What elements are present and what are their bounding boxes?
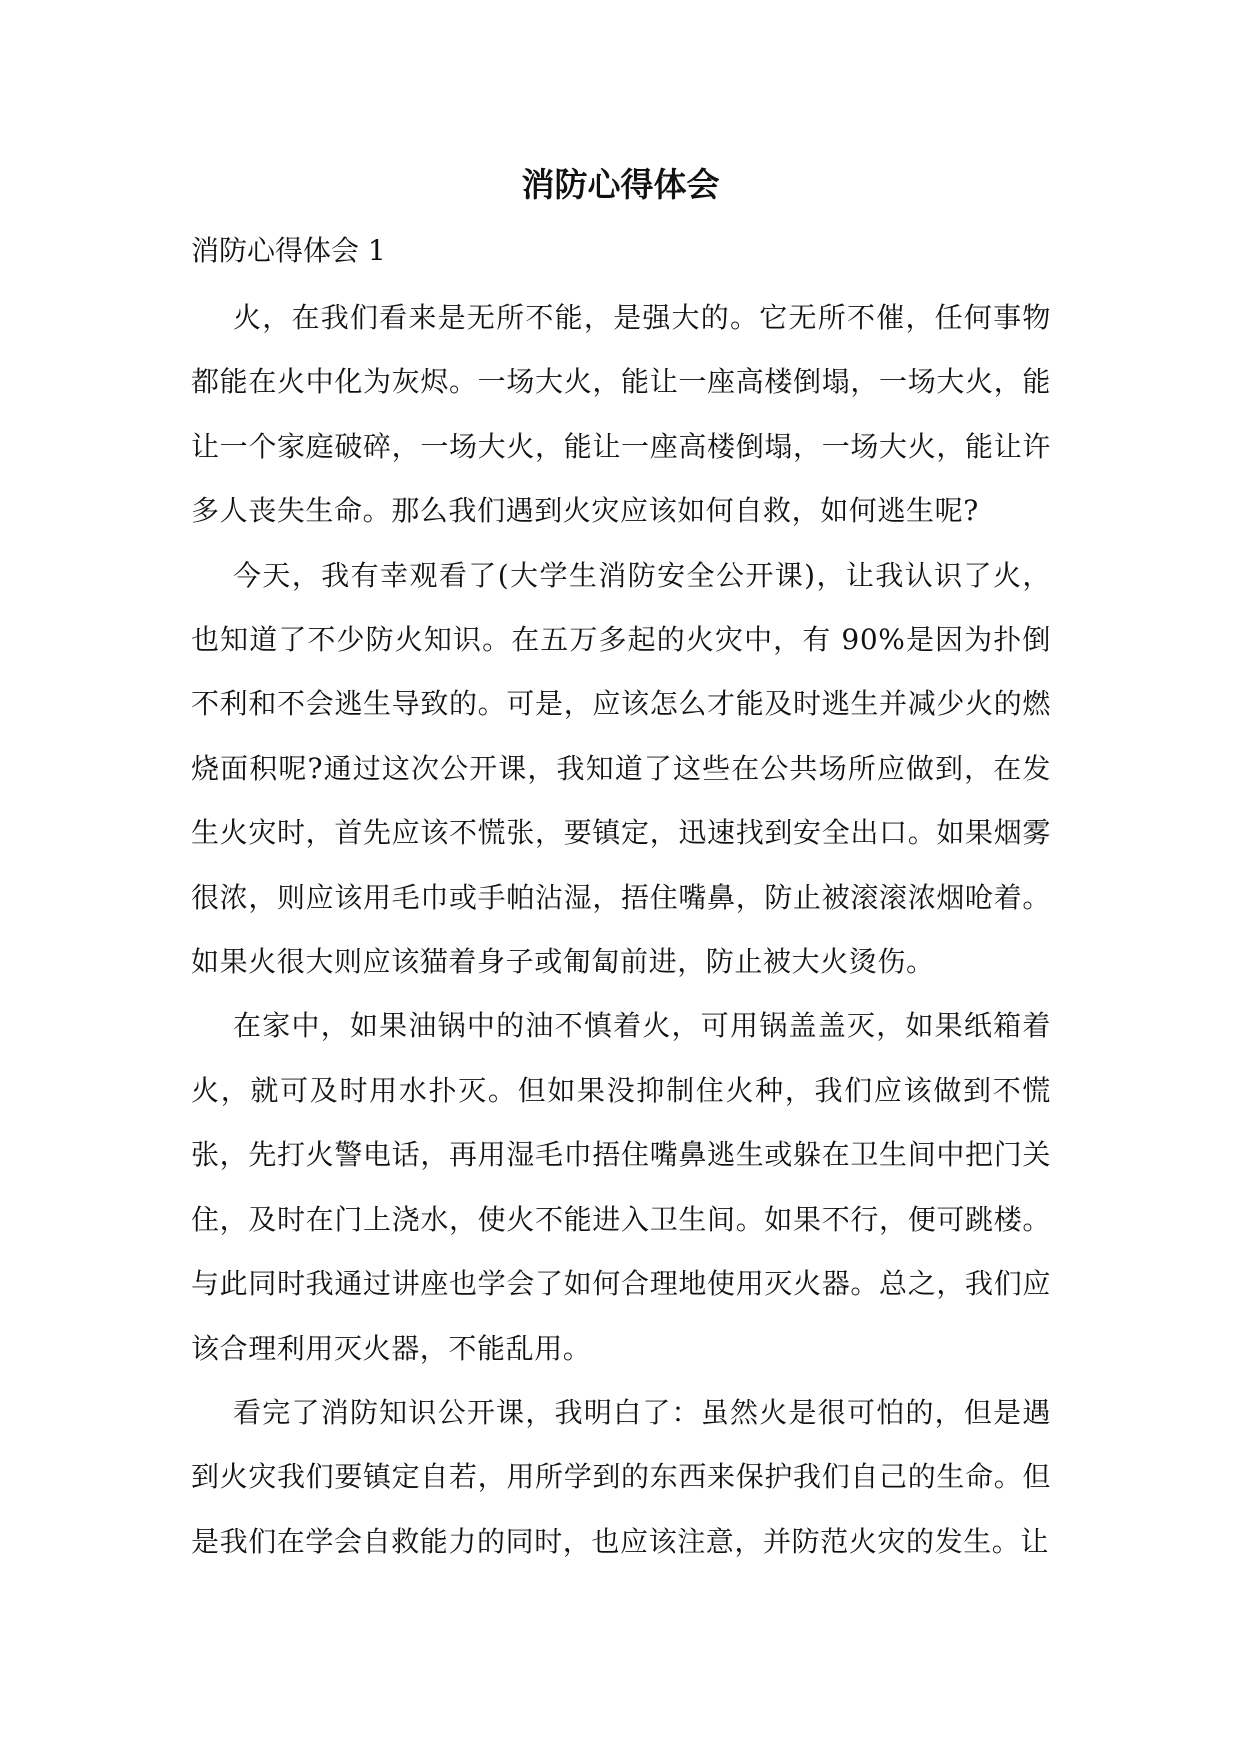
paragraph: 今天，我有幸观看了(大学生消防安全公开课)，让我认识了火，也知道了不少防火知识。在五万多起的火灾中，有 90%是因为扑倒不利和不会逃生导致的。可是，应该怎么才能及时逃生并减少火的燃烧面积呢?通过这次公开课，我知道了这些在公共场所应做到，在发生火灾时，首先应该不慌张，要镇定，迅速找到安全出口。如果烟雾很浓，则应该用毛巾或手帕沾湿，捂住嘴鼻，防止被滚滚浓烟呛着。如果火很大则应该猫着身子或匍匐前进，防止被大火烫伤。 (191, 558, 1051, 979)
paragraph: 在家中，如果油锅中的油不慎着火，可用锅盖盖灭，如果纸箱着火，就可及时用水扑灭。但如果没抑制住火种，我们应该做到不慌张，先打火警电话，再用湿毛巾捂住嘴鼻逃生或躲在卫生间中把门关住，及时在门上浇水，使火不能进入卫生间。如果不行，便可跳楼。与此同时我通过讲座也学会了如何合理地使用灭火器。总之，我们应该合理利用灭火器，不能乱用。 (191, 1009, 1051, 1365)
section-heading: 消防心得体会 1 (191, 234, 386, 267)
document-body (191, 286, 1051, 1574)
paragraph: 看完了消防知识公开课，我明白了：虽然火是很可怕的，但是遇到火灾我们要镇定自若，用所学到的东西来保护我们自己的生命。但是我们在学会自救能力的同时，也应该注意，并防范火灾的发生。让 (191, 1395, 1051, 1558)
paragraph: 火，在我们看来是无所不能，是强大的。它无所不催，任何事物都能在火中化为灰烬。一场大火，能让一座高楼倒塌，一场大火，能让一个家庭破碎，一场大火，能让一座高楼倒塌，一场大火，能让许多人丧失生命。那么我们遇到火灾应该如何自救，如何逃生呢? (191, 301, 1051, 528)
document-title: 消防心得体会 (521, 165, 720, 204)
